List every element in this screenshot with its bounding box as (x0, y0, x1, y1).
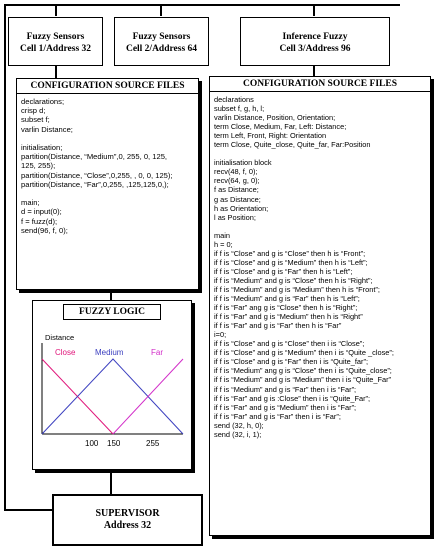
tick-150: 150 (107, 439, 121, 448)
config-to-fuzzy-line (110, 290, 112, 300)
bus-left-to-supervisor-line (4, 509, 52, 511)
cell1-to-config-line (55, 65, 57, 78)
bus-left-line (4, 4, 6, 510)
cell3-title: Inference Fuzzy (282, 32, 348, 42)
label-far: Far (151, 348, 163, 357)
cell2-title: Fuzzy Sensors (132, 32, 191, 42)
supervisor-box (52, 494, 203, 546)
config-right-box (209, 76, 431, 536)
cell1-subtitle: Cell 1/Address 32 (19, 44, 92, 54)
cell3-subtitle: Cell 3/Address 96 (279, 44, 351, 54)
cell2-drop-line (160, 4, 162, 16)
config-right-header: CONFIGURATION SOURCE FILES (210, 77, 430, 92)
config-right-code: declarations subset f, g, h, l; varlin Distance, Position, Orientation; term Close, Medium, Far, Left: Distance; term Left, Front, Right: Orientation term Close, Quite_close, Quite_far, Far:Position initialisation block recv(48, f, 0); recv(64, g, 0); f as Distance; g as Distance; h as Orientation; l as Position; main h = 0; if f is “Close” and g is “Close” then h is “Front”; if f is “Close” and g is “Medium” then h is “Left”; if f is “Close” and g is “Far” then h is “Left”; if f is “Medium” and g is “Close” then h is “Right”; if f is “Medium” and g is “Medium” then h is “Front”; if f is “Medium” and g is “Far” then h is “Left”; if f is “Far” ang g is “Close” then h is “Right”; if f is “Far” and g is “Medium” then h is “Right” if f is “Far” and g is “Far” then h is “Far” i=0; if f is “Close” and g is “Close” then i is “Close”; if f is “Close” and g is “Medium” then i is “Quite _close”; if f is “Close” and g is “Far” then i is “Quite_far”; if f is “Medium” ang g is “Close” then i is “Quite_close”; if f is “Medium” and g is “Medium” then i is “Quite_Far” if f is “Medium” and g is “Far” then i is “Far”; if f is “Far” and g is :Close” then i is “Quite_Far”; if f is “Far” and g is “Medium” then i is “Far”; if f is “Far” and g is “Far” then i is “Far”; send (32, h, 0); send (32, i, 1); (214, 95, 394, 439)
cell2-box (114, 17, 209, 66)
cell2-subtitle: Cell 2/Address 64 (125, 44, 198, 54)
supervisor-title: SUPERVISOR (95, 508, 160, 519)
medium-curve (42, 359, 183, 434)
config-left-code: declarations; crisp d; subset f; varlin Distance; initialisation; partition(Distance, “Medium”,0, 255, 0, 125, 125, 255); partition(Distance, “Close”,0,255, , 0, 0, 125); partition(Distance, “Far”,0,255, ,125,125,0,); main; d = input(0); f = fuzz(d); send(96, f, 0); (21, 97, 173, 235)
config-left-box (16, 78, 199, 290)
label-medium: Medium (95, 348, 124, 357)
config-left-header: CONFIGURATION SOURCE FILES (17, 79, 198, 94)
cell3-drop-line (313, 4, 315, 16)
label-close: Close (55, 348, 76, 357)
fuzzy-ylabel: Distance (45, 333, 75, 342)
fuzzy-to-supervisor-line (110, 470, 112, 494)
cell1-box (8, 17, 103, 66)
membership-chart (33, 301, 193, 471)
supervisor-subtitle: Address 32 (103, 520, 152, 531)
fuzzy-logic-box (32, 300, 192, 470)
cell3-box (240, 17, 390, 66)
fuzzy-logic-header: FUZZY LOGIC (63, 304, 161, 320)
tick-255: 255 (146, 439, 160, 448)
cell1-title: Fuzzy Sensors (26, 32, 85, 42)
tick-100: 100 (85, 439, 99, 448)
cell1-drop-line (55, 4, 57, 16)
bus-top-line (4, 4, 400, 6)
